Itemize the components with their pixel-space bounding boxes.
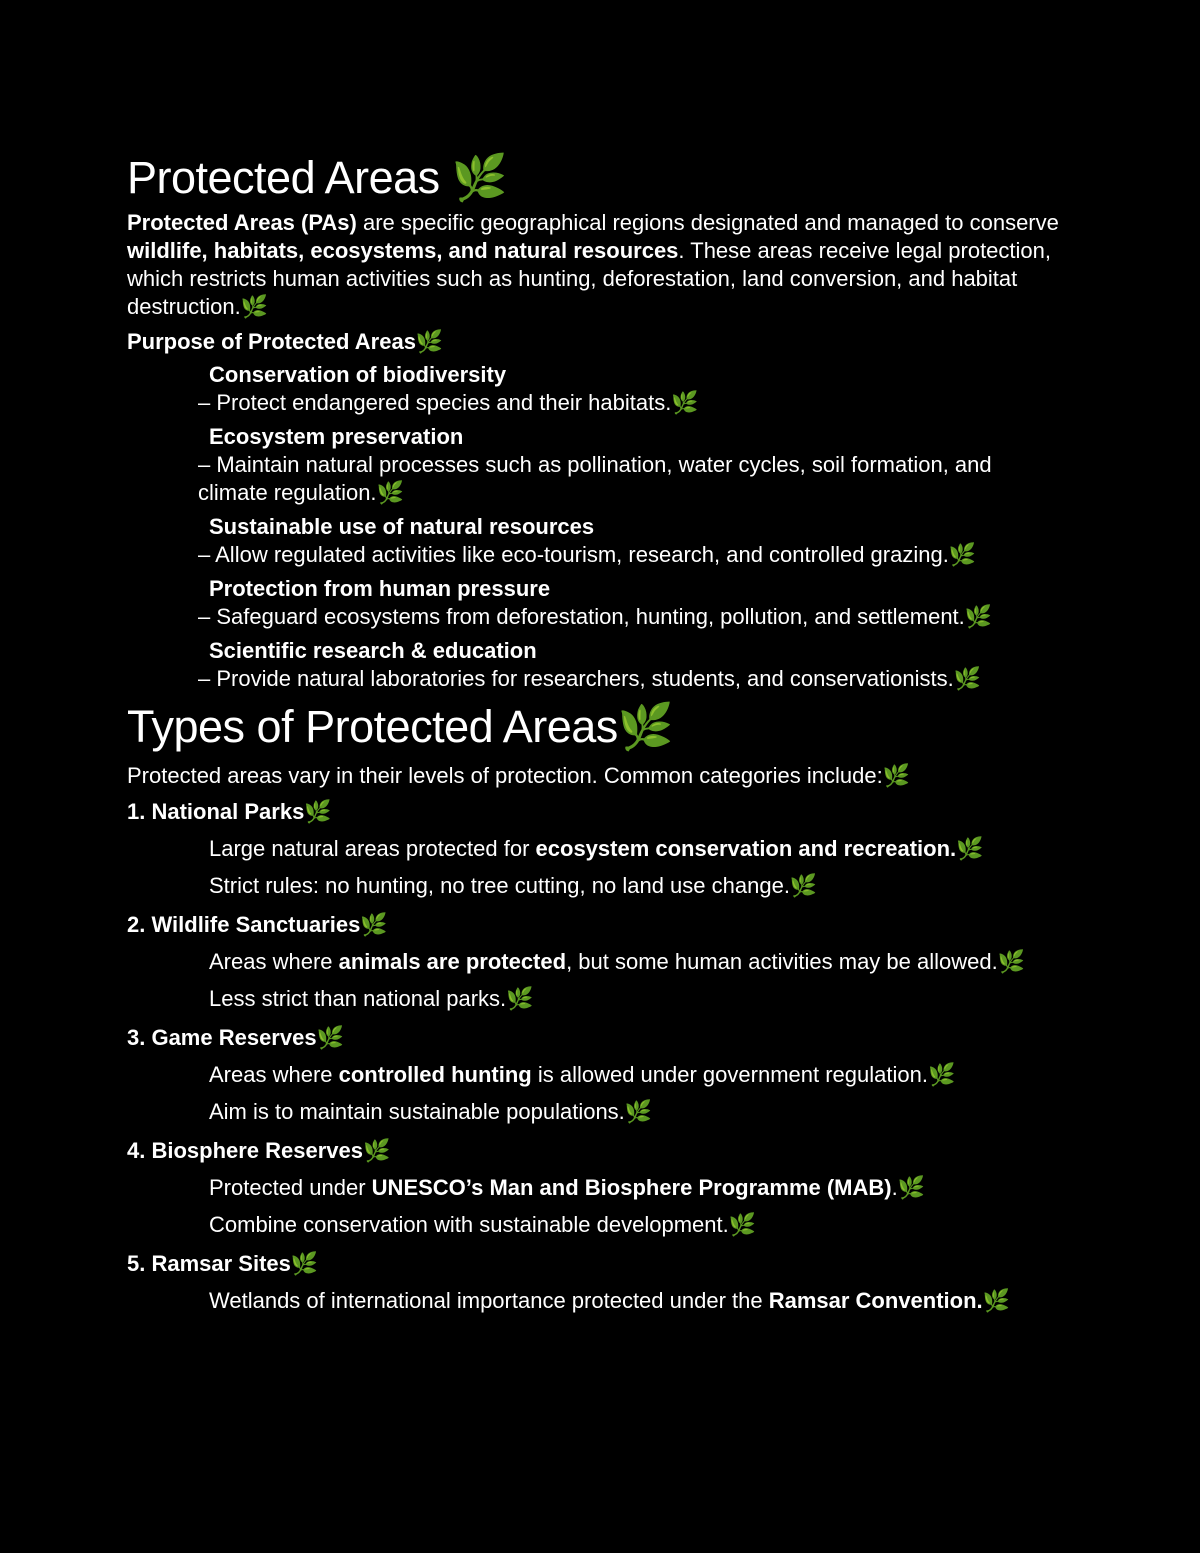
type-line-text: .🌿 [891,1175,926,1200]
type-line-text: Areas where [209,949,339,974]
purpose-item-desc: – Maintain natural processes such as pollination, water cycles, soil formation, and climate regulation.🌿 [198,452,992,505]
type-line [127,830,1067,867]
types-intro: Protected areas vary in their levels of protection. Common categories include:🌿 [127,763,911,788]
intro-bold-resources: wildlife, habitats, ecosystems, and natural resources [127,238,679,263]
type-heading: 4. Biosphere Reserves🌿 [127,1138,391,1163]
type-line-bold: UNESCO’s Man and Biosphere Programme (MAB) [371,1175,892,1200]
type-line-text: 🌿 [956,836,984,861]
type-heading: 3. Game Reserves🌿 [127,1025,344,1050]
type-heading: 5. Ramsar Sites🌿 [127,1251,319,1276]
purpose-item [127,423,1067,507]
type-line-text: , but some human activities may be allowed.🌿 [566,949,1026,974]
purpose-item-title: Sustainable use of natural resources [209,514,595,539]
type-lines [127,943,1067,1017]
type-heading: 1. National Parks🌿 [127,799,332,824]
purpose-item-title: Protection from human pressure [209,576,551,601]
purpose-item-desc: – Safeguard ecosystems from deforestation, hunting, pollution, and settlement.🌿 [198,604,993,629]
type-line-text: Protected under [209,1175,372,1200]
intro-text-1: are specific geographical regions designated and managed to conserve [356,210,1059,235]
purpose-item [127,361,1067,417]
purpose-item-title: Conservation of biodiversity [209,362,507,387]
purpose-list [127,361,1067,693]
intro-term: Protected Areas (PAs) [127,210,357,235]
type-line [127,980,1067,1017]
type-line-text: Strict rules: no hunting, no tree cutting, no land use change.🌿 [209,873,818,898]
type-line [127,943,1067,980]
type-line [127,867,1067,904]
type-line [127,1282,1067,1319]
purpose-heading: Purpose of Protected Areas🌿 [127,329,444,354]
type-line-text: Less strict than national parks.🌿 [209,986,534,1011]
purpose-item-desc: – Provide natural laboratories for researchers, students, and conservationists.🌿 [198,666,982,691]
purpose-item [127,575,1067,631]
type-line-text: 🌿 [982,1288,1011,1313]
type-line [127,1169,1067,1206]
type-line-text: Wetlands of international importance protected under the [209,1288,769,1313]
type-line-text: Combine conservation with sustainable development.🌿 [209,1212,757,1237]
purpose-item-desc: – Protect endangered species and their habitats.🌿 [198,390,699,415]
type-lines [127,1282,1067,1319]
page-title: Protected Areas 🌿 [127,152,508,203]
type-line [127,1093,1067,1130]
type-heading: 2. Wildlife Sanctuaries🌿 [127,912,388,937]
type-line-bold: controlled hunting [338,1062,532,1087]
type-line-text: Aim is to maintain sustainable populations.🌿 [209,1099,653,1124]
document-content [127,150,1067,1319]
type-line-text: Areas where [209,1062,339,1087]
purpose-item-desc: – Allow regulated activities like eco-tourism, research, and controlled grazing.🌿 [198,542,977,567]
purpose-item-title: Scientific research & education [209,638,537,663]
intro-text-2: . These areas receive legal protection, which restricts human activities such as hunting, deforestation, land conversion, and habitat destruction.🌿 [127,238,1052,319]
purpose-item-title: Ecosystem preservation [209,424,464,449]
type-line-bold: animals are protected [338,949,567,974]
type-lines [127,1169,1067,1243]
type-line-bold: Ramsar Convention. [768,1288,983,1313]
type-line-text: is allowed under government regulation.🌿 [531,1062,956,1087]
purpose-item [127,637,1067,693]
type-line-bold: ecosystem conservation and recreation. [535,836,957,861]
type-lines [127,830,1067,904]
types-title: Types of Protected Areas🌿 [127,701,674,752]
purpose-item [127,513,1067,569]
type-line [127,1206,1067,1243]
type-line-text: Large natural areas protected for [209,836,536,861]
type-lines [127,1056,1067,1130]
type-line [127,1056,1067,1093]
types-list [127,797,1067,1319]
intro-paragraph [127,209,1067,321]
